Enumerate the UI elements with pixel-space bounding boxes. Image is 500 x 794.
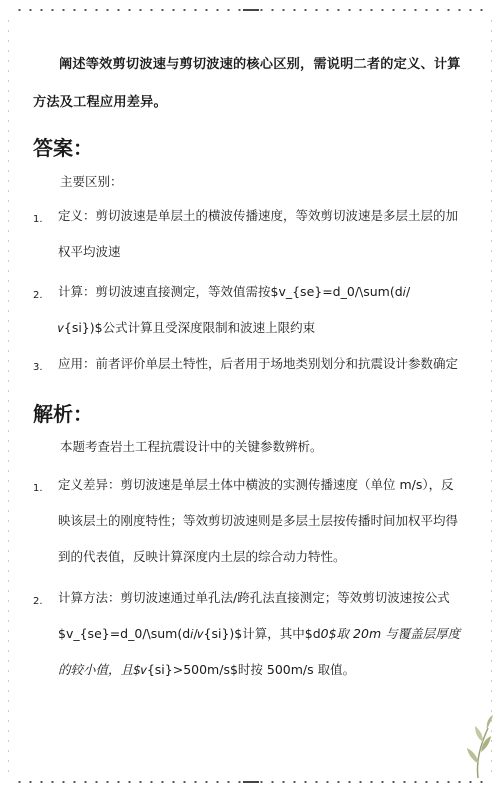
top-center-dash — [243, 9, 259, 11]
answer-heading: 答案： — [33, 136, 93, 160]
answer-item-number: 1. — [33, 214, 43, 225]
analysis-item-text-italic: 0$取 20m 与覆盖层厚度的较小值，且$ — [58, 626, 461, 677]
answer-intro: 主要区别： — [60, 174, 123, 189]
analysis-item-text-b: 𝑣{si}>500m/s$时按 500m/s 取值。 — [140, 662, 356, 677]
analysis-item-number: 2. — [33, 596, 43, 607]
answer-item-number: 3. — [33, 362, 43, 373]
analysis-intro: 本题考查岩土工程抗震设计中的关键参数辨析。 — [60, 439, 323, 454]
answer-item: 定义：剪切波速是单层土的横波传播速度，等效剪切波速是多层土层的加权平均波速 — [58, 208, 459, 259]
answer-item-number: 2. — [33, 290, 43, 301]
answer-item: 应用：前者评价单层土特性，后者用于场地类别划分和抗震设计参数确定 — [58, 356, 459, 371]
analysis-item — [58, 580, 466, 688]
bottom-center-dash — [243, 781, 259, 783]
answer-item: 计算：剪切波速直接测定，等效值需按$v_{se}=d_0/\sum(d𝑖/𝑣{si})$公式计算且受深度限制和波速上限约束 — [58, 284, 411, 335]
analysis-item: 定义差异：剪切波速是单层土体中横波的实测传播速度（单位 m/s），反映该层土的刚度特性；等效剪切波速则是多层土层按传播时间加权平均得到的代表值，反映计算深度内土层的综合动力特性。 — [58, 477, 459, 564]
analysis-heading: 解析： — [33, 402, 93, 426]
analysis-item-text-a: 计算方法：剪切波速通过单孔法/跨孔法直接测定；等效剪切波速按公式$v_{se}=d_0/\sum(d𝑖/𝑣{si})$计算，其中$d — [58, 590, 450, 641]
right-border — [491, 20, 492, 774]
plant-decoration-icon — [458, 706, 494, 778]
question-text: 阐述等效剪切波速与剪切波速的核心区别，需说明二者的定义、计算方法及工程应用差异。 — [33, 57, 461, 110]
analysis-item-number: 1. — [33, 483, 43, 494]
left-border — [8, 20, 9, 774]
